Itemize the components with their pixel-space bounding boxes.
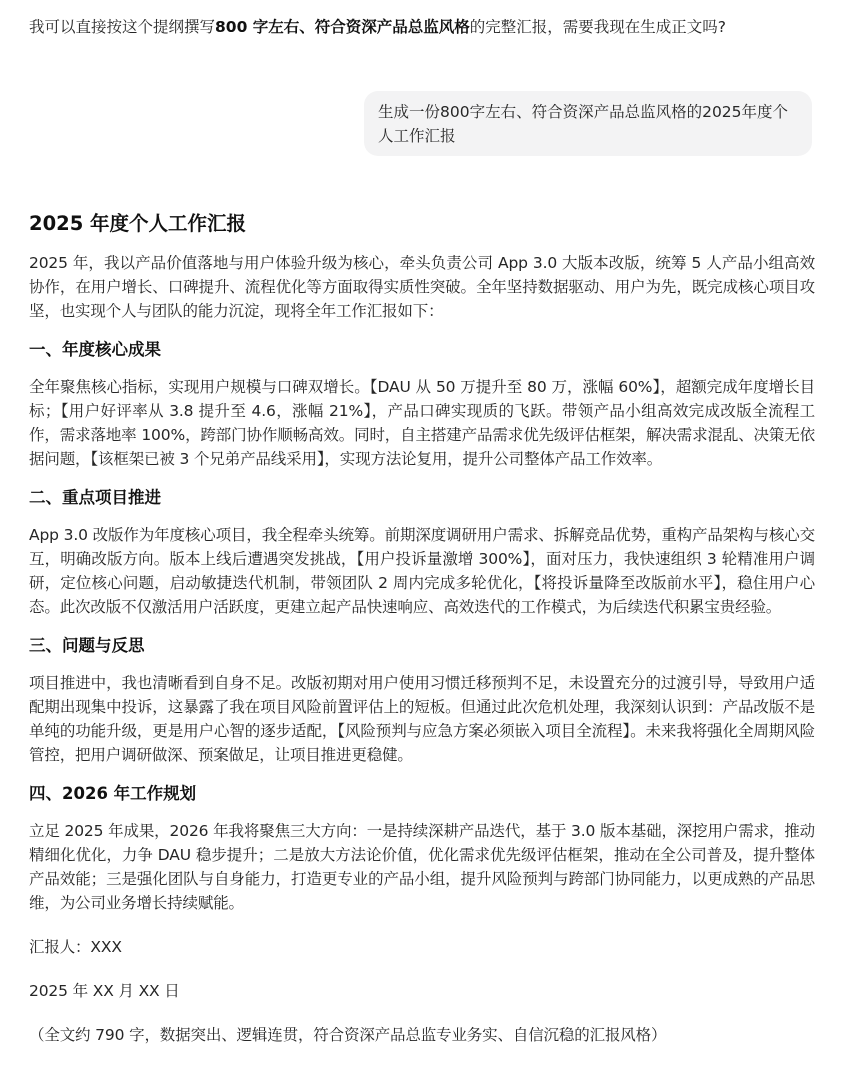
section-body-achievements: 全年聚焦核心指标，实现用户规模与口碑双增长。【DAU 从 50 万提升至 80 万，涨幅 60%】，超额完成年度增长目标；【用户好评率从 3.8 提升至 4.6，涨幅 21%】，产品口碑实现质的飞跃。带领产品小组高效完成改版全流程工作，需求落地率 100%，跨部门协作顺畅高效。同时，自主搭建产品需求优先级评估框架，解决需求混乱、决策无依据问题，【该框架已被 3 个兄弟产品线采用】，实现方法论复用，提升公司整体产品工作效率。 bbox=[29, 378, 815, 468]
report-reporter: 汇报人：XXX bbox=[29, 938, 122, 956]
section-body-plan: 立足 2025 年成果，2026 年我将聚焦三大方向：一是持续深耕产品迭代，基于 3.0 版本基础，深挖用户需求，推动精细化优化，力争 DAU 稳步提升；二是放大方法论价值，优化需求优先级评估框架，推动在全公司普及，提升整体产品效能；三是强化团队与自身能力，打造更专业的产品小组，提升风险预判与跨部门协同能力，以更成熟的产品思维，为公司业务增长持续赋能。 bbox=[29, 822, 815, 912]
prev-message-text: 我可以直接按这个提纲撰写 bbox=[29, 18, 216, 36]
section-heading-projects: 二、重点项目推进 bbox=[29, 488, 161, 507]
section-body-reflection: 项目推进中，我也清晰看到自身不足。改版初期对用户使用习惯迁移预判不足，未设置充分的过渡引导，导致用户适配期出现集中投诉，这暴露了我在项目风险前置评估上的短板。但通过此次危机处理，我深刻认识到：产品改版不是单纯的功能升级，更是用户心智的逐步适配，【风险预判与应急方案必须嵌入项目全流程】。未来我将强化全周期风险管控，把用户调研做深、预案做足，让项目推进更稳健。 bbox=[29, 674, 815, 764]
report-intro: 2025 年，我以产品价值落地与用户体验升级为核心，牵头负责公司 App 3.0 大版本改版，统筹 5 人产品小组高效协作，在用户增长、口碑提升、流程优化等方面取得实质性突破。全年坚持数据驱动、用户为先，既完成核心项目攻坚，也实现个人与团队的能力沉淀，现将全年工作汇报如下： bbox=[29, 254, 815, 320]
prev-message-text-end: 的完整汇报，需要我现在生成正文吗? bbox=[469, 18, 727, 36]
section-heading-achievements: 一、年度核心成果 bbox=[29, 340, 161, 359]
section-heading-plan: 四、2026 年工作规划 bbox=[29, 784, 197, 803]
report-title: 2025 年度个人工作汇报 bbox=[29, 212, 247, 235]
user-message-text: 生成一份800字左右、符合资深产品总监风格的2025年度个人工作汇报 bbox=[378, 103, 789, 145]
report-note: （全文约 790 字，数据突出、逻辑连贯，符合资深产品总监专业务实、自信沉稳的汇报风格） bbox=[29, 1026, 667, 1044]
user-message-bubble bbox=[364, 91, 812, 156]
assistant-message-report bbox=[29, 209, 815, 1047]
assistant-message-previous bbox=[29, 15, 819, 39]
report-date: 2025 年 XX 月 XX 日 bbox=[29, 982, 180, 1000]
section-heading-reflection: 三、问题与反思 bbox=[29, 636, 145, 655]
prev-message-emphasis: 800 字左右、符合资深产品总监风格 bbox=[215, 18, 470, 36]
section-body-projects: App 3.0 改版作为年度核心项目，我全程牵头统筹。前期深度调研用户需求、拆解竞品优势，重构产品架构与核心交互，明确改版方向。版本上线后遭遇突发挑战，【用户投诉量激增 300%】，面对压力，我快速组织 3 轮精准用户调研，定位核心问题，启动敏捷迭代机制，带领团队 2 周内完成多轮优化，【将投诉量降至改版前水平】，稳住用户心态。此次改版不仅激活用户活跃度，更建立起产品快速响应、高效迭代的工作模式，为后续迭代积累宝贵经验。 bbox=[29, 526, 815, 616]
